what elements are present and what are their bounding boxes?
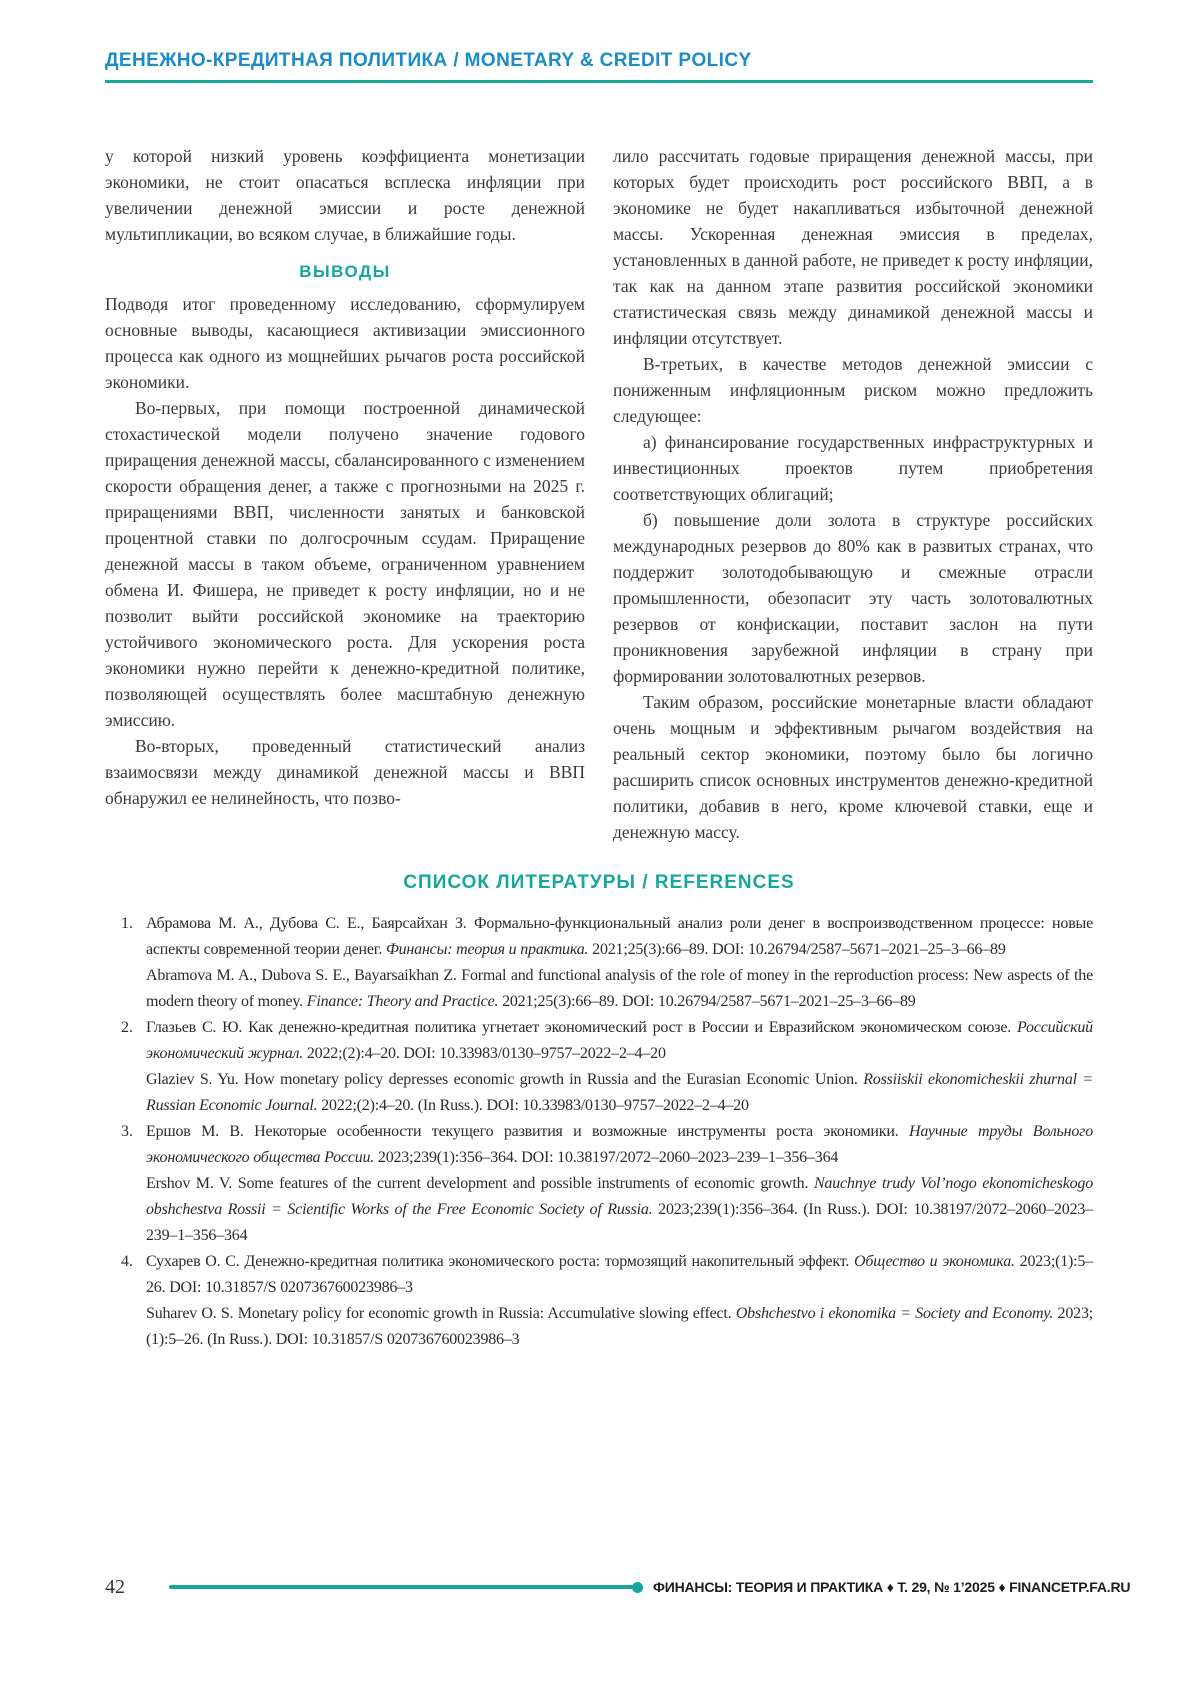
reference-text-english: Glaziev S. Yu. How monetary policy depresses economic growth in Russia and the Eurasian Economic Union. Rossiiskii ekonomicheskii zhurnal = Russian Economic Journal. 2022;(2):4–20. (In Russ.). DOI: 10.33983/0130–9757–2022–2–4–20 xyxy=(146,1071,1093,1114)
reference-body xyxy=(146,1249,1093,1353)
reference-text-english: Suharev O. S. Monetary policy for economic growth in Russia: Accumulative slowing effect. Obshchestvo i ekonomika = Society and Economy. 2023;(1):5–26. (In Russ.). DOI: 10.31857/S 020736760023986–3 xyxy=(146,1305,1093,1348)
reference-body xyxy=(146,911,1093,1015)
references-list xyxy=(105,911,1093,1353)
reference-text-russian: Абрамова М. А., Дубова С. Е., Баярсайхан З. Формально-функциональный анализ роли денег в воспроизводственном процессе: новые аспекты современной теории денег. Финансы: теория и практика. 2021;25(3):66–89. DOI: 10.26794/2587–5671–2021–25–3–66–89 xyxy=(146,915,1093,958)
reference-text-russian: Ершов М. В. Некоторые особенности текущего развития и возможные инструменты роста экономики. Научные труды Вольного экономического общества России. 2023;239(1):356–364. DOI: 10.38197/2072–2060–2023–239–1–356–364 xyxy=(146,1123,1093,1166)
left-column xyxy=(105,143,585,845)
body-paragraph: Таким образом, российские монетарные власти обладают очень мощным и эффективным рычагом воздействия на реальный сектор экономики, поэтому было бы логично расширить список основных инструментов денежно-кредитной политики, добавив в него, кроме ключевой ставки, еще и денежную массу. xyxy=(613,692,1093,842)
reference-item xyxy=(105,1119,1093,1249)
running-head: ДЕНЕЖНО-КРЕДИТНАЯ ПОЛИТИКА / MONETARY & CREDIT POLICY xyxy=(105,50,1093,83)
body-paragraph: лило рассчитать годовые приращения денежной массы, при которых будет происходить рост российского ВВП, а в экономике не будет накапливаться избыточной денежной массы. Ускоренная денежная эмиссия в пределах, установленных в данной работе, не приведет к росту инфляции, так как на данном этапе развития российской экономики статистическая связь между динамикой денежной массы и инфляции отсутствует. xyxy=(613,146,1093,348)
body-paragraph: б) повышение доли золота в структуре российских международных резервов до 80% как в развитых странах, что поддержит золотодобывающую и смежные отрасли промышленности, обезопасит эту часть золотовалютных резервов от конфискации, поставит заслон на пути проникновения зарубежной инфляции в страну при формировании золотовалютных резервов. xyxy=(613,510,1093,686)
references-section xyxy=(105,871,1093,1353)
reference-item xyxy=(105,1015,1093,1119)
reference-body xyxy=(146,1015,1093,1119)
references-heading: СПИСОК ЛИТЕРАТУРЫ / REFERENCES xyxy=(403,872,795,893)
body-paragraph: Во-вторых, проведенный статистический анализ взаимосвязи между динамикой денежной массы и ВВП обнаружил ее нелинейность, что позво- xyxy=(105,736,585,808)
footer-dot-icon xyxy=(632,1582,643,1593)
reference-number: 3. xyxy=(121,1123,133,1140)
footer-rule-line xyxy=(169,1585,639,1589)
reference-number: 2. xyxy=(121,1019,133,1036)
conclusions-heading: ВЫВОДЫ xyxy=(299,262,391,281)
journal-footer-text: ФИНАНСЫ: ТЕОРИЯ И ПРАКТИКА ♦ Т. 29, № 1’2025 ♦ FINANCETP.FA.RU xyxy=(653,1579,1131,1595)
reference-text-english: Ershov M. V. Some features of the current development and possible instruments of economic growth. Nauchnye trudy Vol’nogo ekonomicheskogo obshchestva Rossii = Scientific Works of the Free Economic Society of Russia. 2023;239(1):356–364. (In Russ.). DOI: 10.38197/2072–2060–2023–239–1–356–364 xyxy=(146,1175,1093,1244)
body-paragraph: В-третьих, в качестве методов денежной эмиссии с пониженным инфляционным риском можно предложить следующее: xyxy=(613,354,1093,426)
reference-item xyxy=(105,911,1093,1015)
body-paragraph: Подводя итог проведенному исследованию, сформулируем основные выводы, касающиеся активизации эмиссионного процесса как одного из мощнейших рычагов роста российской экономики. xyxy=(105,294,585,392)
reference-text-english: Abramova M. A., Dubova S. E., Bayarsaikhan Z. Formal and functional analysis of the role of money in the reproduction process: New aspects of the modern theory of money. Finance: Theory and Practice. 2021;25(3):66–89. DOI: 10.26794/2587–5671–2021–25–3–66–89 xyxy=(146,967,1093,1010)
article-body xyxy=(105,143,1093,845)
page-number: 42 xyxy=(105,1576,125,1598)
body-paragraph: у которой низкий уровень коэффициента монетизации экономики, не стоит опасаться всплеска инфляции при увеличении денежной эмиссии и росте денежной мультипликации, во всяком случае, в ближайшие годы. xyxy=(105,146,585,244)
reference-text-russian: Глазьев С. Ю. Как денежно-кредитная политика угнетает экономический рост в России и Евразийском экономическом союзе. Российский экономический журнал. 2022;(2):4–20. DOI: 10.33983/0130–9757–2022–2–4–20 xyxy=(146,1019,1093,1062)
reference-text-russian: Сухарев О. С. Денежно-кредитная политика экономического роста: тормозящий накопительный эффект. Общество и экономика. 2023;(1):5–26. DOI: 10.31857/S 020736760023986–3 xyxy=(146,1253,1094,1296)
reference-number: 1. xyxy=(121,915,133,932)
reference-body xyxy=(146,1119,1093,1249)
right-column xyxy=(613,143,1093,845)
reference-item xyxy=(105,1249,1093,1353)
page-footer xyxy=(105,1576,1131,1598)
body-paragraph: а) финансирование государственных инфраструктурных и инвестиционных проектов путем приобретения соответствующих облигаций; xyxy=(613,432,1093,504)
reference-number: 4. xyxy=(121,1253,133,1270)
body-paragraph: Во-первых, при помощи построенной динамической стохастической модели получено значение годового приращения денежной массы, сбалансированного с изменением скорости обращения денег, а также с прогнозными на 2025 г. приращениями ВВП, численности занятых и банковской процентной ставки по долгосрочным ссудам. Приращение денежной массы в таком объеме, ограниченном уравнением обмена И. Фишера, не приведет к росту инфляции, но и не позволит выйти российской экономике на траекторию устойчивого экономического роста. Для ускорения роста экономики нужно перейти к денежно-кредитной политике, позволяющей осуществлять более масштабную денежную эмиссию. xyxy=(105,398,585,730)
